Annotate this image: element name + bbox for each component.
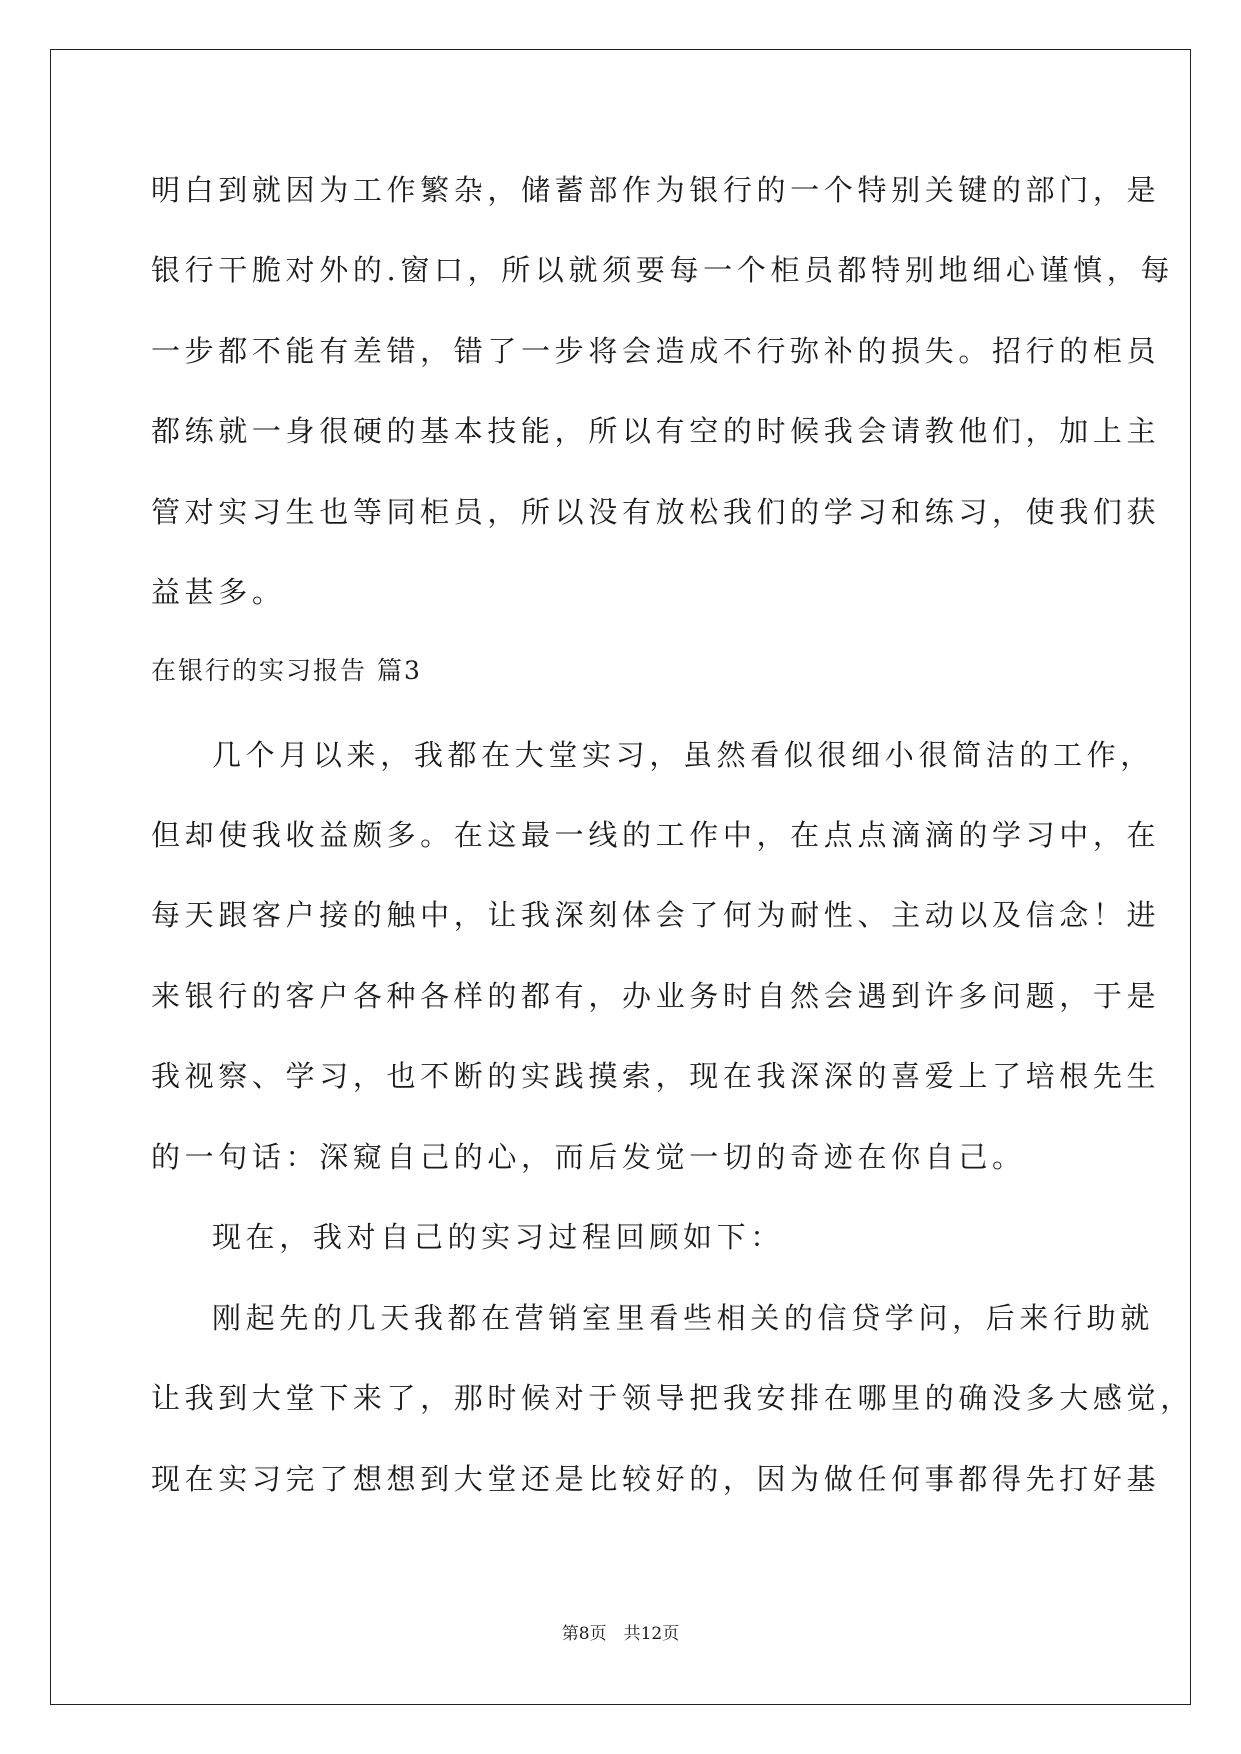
body-line: 管对实习生也等同柜员，所以没有放松我们的学习和练习，使我们获 <box>151 495 1161 529</box>
section-heading: 在银行的实习报告 篇3 <box>151 656 422 685</box>
body-line: 几个月以来，我都在大堂实习，虽然看似很细小很简洁的工作， <box>212 738 1154 772</box>
page-number-footer: 第8页 共12页 <box>561 1624 680 1644</box>
page-border <box>50 49 1191 1705</box>
body-line: 益甚多。 <box>151 575 286 609</box>
body-line: 每天跟客户接的触中，让我深刻体会了何为耐性、主动以及信念！进 <box>151 898 1161 932</box>
body-line: 的一句话：深窥自己的心，而后发觉一切的奇迹在你自己。 <box>151 1140 1026 1174</box>
body-line: 一步都不能有差错，错了一步将会造成不行弥补的损失。招行的柜员 <box>151 334 1161 368</box>
body-line: 但却使我收益颇多。在这最一线的工作中，在点点滴滴的学习中，在 <box>151 818 1161 852</box>
body-line: 银行干脆对外的.窗口，所以就须要每一个柜员都特别地细心谨慎，每 <box>151 253 1175 287</box>
body-line: 来银行的客户各种各样的都有，办业务时自然会遇到许多问题，于是 <box>151 979 1161 1013</box>
body-line: 让我到大堂下来了，那时候对于领导把我安排在哪里的确没多大感觉， <box>151 1381 1194 1415</box>
body-line: 刚起先的几天我都在营销室里看些相关的信贷学问，后来行助就 <box>212 1301 1154 1335</box>
body-line: 明白到就因为工作繁杂，储蓄部作为银行的一个特别关键的部门，是 <box>151 173 1161 207</box>
body-line: 现在，我对自己的实习过程回顾如下： <box>212 1220 784 1254</box>
body-line: 都练就一身很硬的基本技能，所以有空的时候我会请教他们，加上主 <box>151 414 1161 448</box>
body-line: 现在实习完了想想到大堂还是比较好的，因为做任何事都得先打好基 <box>151 1462 1161 1496</box>
body-line: 我视察、学习，也不断的实践摸索，现在我深深的喜爱上了培根先生 <box>151 1059 1161 1093</box>
